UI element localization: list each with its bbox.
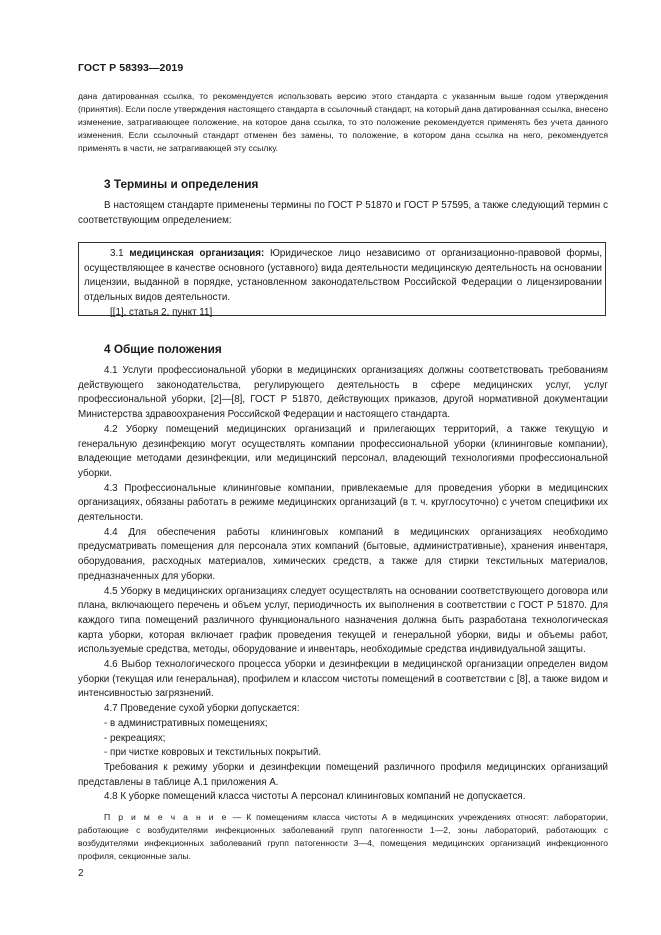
page-number: 2 [78, 868, 84, 879]
paragraph-4-2: 4.2 Уборку помещений медицинских организаций и прилегающих территорий, а также текущую и генеральную дезинфекцию могут осуществлять компании профессиональной уборки (клининговые компании), владеющие методами дезинфекции, или медицинский персонал, владеющий технологиями профессиональной уборки. [78, 423, 608, 479]
note [78, 811, 608, 863]
term-definition-text: Юридическое лицо независимо от организационно-правовой формы, осуществляющее в качестве основного (уставного) вида деятельности медицинскую деятельность на основании лицензии, выданной в порядке, установленном законодательством Российской Федерации о лицензировании отдельных видов деятельности. [84, 248, 602, 304]
term-definition-box [78, 242, 606, 316]
term-definition [84, 247, 602, 306]
list-item: - при чистке ковровых и текстильных покрытий. [104, 747, 322, 759]
note-text: — К помещениям класса чистоты А в медицинских учреждениях относят: лаборатории, работающие с возбудителями инфекционных заболеваний групп патогенности 1—2, зоны лабораторий, работающих с возбудителями инфекционных заболеваний групп патогенности 3—4, помещения медицинских организаций инфекционного профиля, секционные залы. [78, 812, 608, 862]
section-4-heading-block [78, 342, 608, 357]
paragraph-4-6: 4.6 Выбор технологического процесса уборки и дезинфекции в медицинской организации определен видом уборки (текущая или генеральная), профилем и классом чистоты помещений в соответствии с [8], а также видом и интенсивностью загрязнений. [78, 659, 608, 700]
section-3-heading-block [78, 177, 608, 192]
paragraph-4-1: 4.1 Услуги профессиональной уборки в медицинских организациях должны соответствовать требованиям действующего законодательства, регулирующего деятельность в сфере медицинских услуг, услуг профессиональной уборки, [2]—[8], ГОСТ Р 51870, действующих приказов, другой нормативной документации Министерства здравоохранения Российской Федерации и настоящего стандарта. [78, 365, 608, 421]
term-number: 3.1 [110, 248, 124, 259]
list-item: - рекреациях; [104, 732, 166, 744]
paragraph-4-8: 4.8 К уборке помещений класса чистоты А персонал клининговых компаний не допускается. [104, 791, 526, 803]
paragraph-4-5: 4.5 Уборку в медицинских организациях следует осуществлять на основании соответствующего договора или плана, включающего перечень и объем услуг, периодичность их выполнения в соответствии с ГОСТ Р 51870. Для каждого типа помещений различного функционального назначения должна быть разработана технологическая карта уборки, которая включает график проведения текущей и генеральной уборки, виды и объемы работ, используемые средства, методы, оборудование и инвентарь, необходимые средства индивидуальной защиты. [78, 585, 608, 656]
intro-paragraph: дана датированная ссылка, то рекомендуется использовать версию этого стандарта с указанным выше годом утверждения (принятия). Если после утверждения настоящего стандарта в ссылочный стандарт, на который дана датированная ссылка, внесено изменение, затрагивающее положение, на которое дана ссылка, то это положение рекомендуется применять без учета данного изменения. Если ссылочный стандарт отменен без замены, то положение, в котором дана ссылка на него, рекомендуется применять в части, не затрагивающей эту ссылку. [78, 91, 608, 153]
note-label: П р и м е ч а н и е [104, 812, 228, 823]
term-source: [[1], статья 2, пункт 11] [110, 306, 213, 318]
section-4-title: 4 Общие положения [104, 342, 222, 356]
section-4-body [78, 364, 608, 863]
paragraph-4-4: 4.4 Для обеспечения работы клининговых компаний в медицинских организациях необходимо предусматривать помещения для персонала этих компаний (бытовые, административные), хранения инвентаря, оборудования, расходных материалов, химических средств, а также для стирки текстильных материалов, предназначенных для уборки. [78, 526, 608, 582]
list-item: - в административных помещениях; [104, 717, 268, 729]
document-header: ГОСТ Р 58393—2019 [78, 62, 184, 74]
section-3-lead: В настоящем стандарте применены термины по ГОСТ Р 51870 и ГОСТ Р 57595, а также следующий термин с соответствующим определением: [78, 200, 608, 226]
term-name: медицинская организация: [129, 248, 265, 259]
paragraph-requirements: Требования к режиму уборки и дезинфекции помещений различного профиля медицинских организаций представлены в таблице А.1 приложения А. [78, 761, 608, 788]
intro-block [78, 90, 608, 155]
section-3-title: 3 Термины и определения [104, 177, 259, 191]
paragraph-4-7: 4.7 Проведение сухой уборки допускается: [104, 703, 300, 715]
paragraph-4-3: 4.3 Профессиональные клининговые компании, привлекаемые для проведения уборки в медицинских организациях, обязаны работать в режиме медицинских организаций (в т. ч. круглосуточно) с учетом специфики их деятельности. [78, 482, 608, 524]
section-3-lead-block [78, 199, 608, 228]
